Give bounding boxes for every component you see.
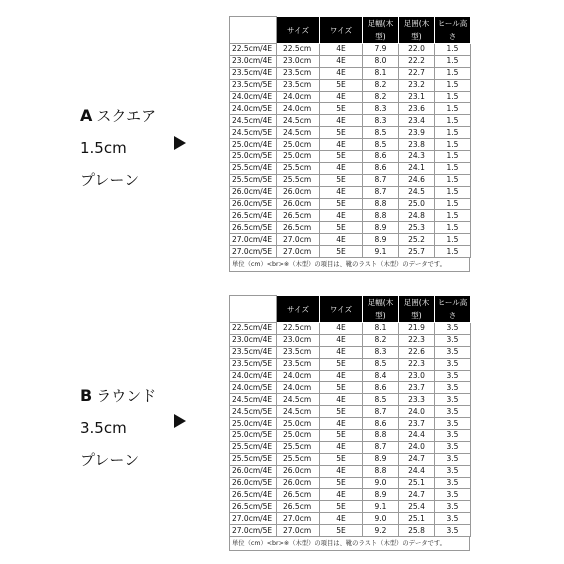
table-row xyxy=(230,441,471,453)
table-row xyxy=(230,139,471,151)
table-cell: 25.5cm xyxy=(277,162,320,174)
table-cell: 8.8 xyxy=(363,198,399,210)
table-cell: 3.5 xyxy=(435,477,471,489)
table-cell: 3.5 xyxy=(435,489,471,501)
model-letter: A xyxy=(80,106,93,125)
table-cell: 4E xyxy=(320,370,363,382)
table-cell: 24.5cm xyxy=(277,406,320,418)
table-cell: 22.3 xyxy=(399,358,435,370)
row-label-cell: 27.0cm/4E xyxy=(230,234,277,246)
table-cell: 26.0cm xyxy=(277,186,320,198)
row-label-cell: 26.5cm/4E xyxy=(230,489,277,501)
row-label-cell: 24.5cm/5E xyxy=(230,127,277,139)
table-row xyxy=(230,489,471,501)
table-cell: 3.5 xyxy=(435,501,471,513)
table-cell: 8.7 xyxy=(363,406,399,418)
row-label-cell: 23.0cm/4E xyxy=(230,334,277,346)
table-cell: 27.0cm xyxy=(277,234,320,246)
table-cell: 26.5cm xyxy=(277,501,320,513)
table-cell: 25.8 xyxy=(399,525,435,537)
table-cell: 26.0cm xyxy=(277,465,320,477)
table-row xyxy=(230,174,471,186)
table-cell: 25.7 xyxy=(399,246,435,258)
table-cell: 3.5 xyxy=(435,513,471,525)
table-cell: 9.1 xyxy=(363,246,399,258)
table-cell: 23.7 xyxy=(399,418,435,430)
row-label-cell: 26.5cm/5E xyxy=(230,222,277,234)
label-block-b xyxy=(80,380,156,476)
table-cell: 22.7 xyxy=(399,67,435,79)
table-row xyxy=(230,115,471,127)
table-cell: 3.5 xyxy=(435,346,471,358)
table-row xyxy=(230,358,471,370)
table-cell: 5E xyxy=(320,453,363,465)
table-cell: 9.1 xyxy=(363,501,399,513)
table-cell: 1.5 xyxy=(435,67,471,79)
table-cell: 1.5 xyxy=(435,246,471,258)
table-cell: 5E xyxy=(320,430,363,442)
table-cell: 1.5 xyxy=(435,162,471,174)
table-cell: 1.5 xyxy=(435,127,471,139)
row-label-cell: 24.5cm/4E xyxy=(230,115,277,127)
table-row xyxy=(230,501,471,513)
row-label-cell: 24.5cm/4E xyxy=(230,394,277,406)
row-label-cell: 25.5cm/5E xyxy=(230,453,277,465)
table-cell: 3.5 xyxy=(435,430,471,442)
table-row xyxy=(230,127,471,139)
row-label-cell: 24.5cm/5E xyxy=(230,406,277,418)
row-label-cell: 26.0cm/4E xyxy=(230,465,277,477)
table-cell: 1.5 xyxy=(435,79,471,91)
table-cell: 8.3 xyxy=(363,115,399,127)
table-cell: 25.0 xyxy=(399,198,435,210)
table-cell: 24.7 xyxy=(399,453,435,465)
row-label-cell: 25.5cm/5E xyxy=(230,174,277,186)
table-cell: 1.5 xyxy=(435,174,471,186)
row-label-cell: 23.5cm/5E xyxy=(230,358,277,370)
table-cell: 1.5 xyxy=(435,91,471,103)
row-label-cell: 25.0cm/5E xyxy=(230,430,277,442)
table-cell: 8.8 xyxy=(363,465,399,477)
table-cell: 8.9 xyxy=(363,234,399,246)
table-cell: 1.5 xyxy=(435,151,471,163)
table-cell: 5E xyxy=(320,406,363,418)
table-cell: 23.1 xyxy=(399,91,435,103)
table-cell: 23.0 xyxy=(399,370,435,382)
table-cell: 24.0 xyxy=(399,406,435,418)
table-cell: 4E xyxy=(320,44,363,56)
table-cell: 22.5cm xyxy=(277,44,320,56)
table-cell: 4E xyxy=(320,67,363,79)
table-row xyxy=(230,513,471,525)
table-cell: 4E xyxy=(320,186,363,198)
table-cell: 21.9 xyxy=(399,323,435,335)
label-block-a xyxy=(80,100,156,196)
table-cell: 5E xyxy=(320,198,363,210)
table-cell: 27.0cm xyxy=(277,525,320,537)
shape-line xyxy=(80,100,156,132)
style-name: プレーン xyxy=(80,451,140,469)
row-label-cell: 25.0cm/5E xyxy=(230,151,277,163)
table-row xyxy=(230,477,471,489)
table-cell: 23.3 xyxy=(399,394,435,406)
table-cell: 24.6 xyxy=(399,174,435,186)
table-cell: 23.5cm xyxy=(277,358,320,370)
table-cell: 4E xyxy=(320,489,363,501)
row-label-cell: 22.5cm/4E xyxy=(230,44,277,56)
table-cell: 25.1 xyxy=(399,513,435,525)
table-cell: 8.6 xyxy=(363,382,399,394)
table-cell: 8.3 xyxy=(363,346,399,358)
table-cell: 7.9 xyxy=(363,44,399,56)
table-cell: 23.8 xyxy=(399,139,435,151)
row-label-cell: 24.0cm/5E xyxy=(230,382,277,394)
table-cell: 22.6 xyxy=(399,346,435,358)
table-cell: 23.5cm xyxy=(277,346,320,358)
table-cell: 8.9 xyxy=(363,453,399,465)
row-label-cell: 27.0cm/5E xyxy=(230,246,277,258)
table-row xyxy=(230,334,471,346)
table-cell: 8.6 xyxy=(363,162,399,174)
table-cell: 24.5cm xyxy=(277,127,320,139)
table-cell: 24.3 xyxy=(399,151,435,163)
table-cell: 1.5 xyxy=(435,103,471,115)
table-cell: 8.9 xyxy=(363,489,399,501)
table-cell: 25.5cm xyxy=(277,441,320,453)
row-label-cell: 23.5cm/4E xyxy=(230,67,277,79)
row-label-cell: 25.5cm/4E xyxy=(230,162,277,174)
table-cell: 3.5 xyxy=(435,453,471,465)
header-corner xyxy=(230,17,277,44)
table-cell: 26.5cm xyxy=(277,210,320,222)
table-cell: 8.6 xyxy=(363,151,399,163)
table-cell: 8.7 xyxy=(363,186,399,198)
column-header: ワイズ xyxy=(320,296,363,323)
table-row xyxy=(230,79,471,91)
table-cell: 8.0 xyxy=(363,55,399,67)
row-label-cell: 26.0cm/4E xyxy=(230,186,277,198)
table-cell: 1.5 xyxy=(435,198,471,210)
table-cell: 5E xyxy=(320,358,363,370)
table-cell: 23.4 xyxy=(399,115,435,127)
table-cell: 9.0 xyxy=(363,477,399,489)
table-cell: 3.5 xyxy=(435,418,471,430)
row-label-cell: 23.0cm/4E xyxy=(230,55,277,67)
row-label-cell: 24.0cm/4E xyxy=(230,370,277,382)
column-header: ヒール高さ xyxy=(435,296,471,323)
table-row xyxy=(230,44,471,56)
table-cell: 8.2 xyxy=(363,91,399,103)
table-cell: 8.8 xyxy=(363,210,399,222)
table-cell: 25.5cm xyxy=(277,453,320,465)
table-cell: 4E xyxy=(320,334,363,346)
table-cell: 5E xyxy=(320,501,363,513)
column-header: ワイズ xyxy=(320,17,363,44)
table-cell: 24.7 xyxy=(399,489,435,501)
table-cell: 4E xyxy=(320,418,363,430)
table-cell: 4E xyxy=(320,162,363,174)
table-cell: 23.0cm xyxy=(277,334,320,346)
table-cell: 24.4 xyxy=(399,430,435,442)
table-cell: 5E xyxy=(320,79,363,91)
table-cell: 1.5 xyxy=(435,55,471,67)
table-cell: 1.5 xyxy=(435,210,471,222)
table-cell: 24.1 xyxy=(399,162,435,174)
table-cell: 24.0cm xyxy=(277,103,320,115)
table-row xyxy=(230,198,471,210)
row-label-cell: 26.0cm/5E xyxy=(230,477,277,489)
table-note: 単位（cm）<br>※（木型）の項目は、靴のラスト（木型）のデータです。 xyxy=(229,258,470,272)
row-label-cell: 26.0cm/5E xyxy=(230,198,277,210)
table-row xyxy=(230,151,471,163)
table-cell: 25.4 xyxy=(399,501,435,513)
table-cell: 24.0cm xyxy=(277,91,320,103)
table-cell: 3.5 xyxy=(435,382,471,394)
table-cell: 5E xyxy=(320,525,363,537)
table-cell: 8.5 xyxy=(363,394,399,406)
table-cell: 23.2 xyxy=(399,79,435,91)
table-cell: 22.3 xyxy=(399,334,435,346)
table-row xyxy=(230,346,471,358)
table-cell: 5E xyxy=(320,127,363,139)
shape-line xyxy=(80,380,156,412)
table-cell: 26.0cm xyxy=(277,477,320,489)
table-cell: 3.5 xyxy=(435,465,471,477)
table-cell: 8.1 xyxy=(363,323,399,335)
table-cell: 4E xyxy=(320,394,363,406)
column-header: 足幅(木型) xyxy=(363,296,399,323)
table-row xyxy=(230,418,471,430)
table-cell: 5E xyxy=(320,477,363,489)
table-cell: 26.0cm xyxy=(277,198,320,210)
table-cell: 25.0cm xyxy=(277,139,320,151)
header-row xyxy=(230,296,471,323)
table-cell: 24.0cm xyxy=(277,382,320,394)
table-cell: 24.8 xyxy=(399,210,435,222)
table-cell: 4E xyxy=(320,139,363,151)
row-label-cell: 26.5cm/5E xyxy=(230,501,277,513)
row-label-cell: 24.0cm/5E xyxy=(230,103,277,115)
table-cell: 8.6 xyxy=(363,418,399,430)
table-cell: 22.0 xyxy=(399,44,435,56)
table-cell: 24.5 xyxy=(399,186,435,198)
row-label-cell: 25.5cm/4E xyxy=(230,441,277,453)
table-row xyxy=(230,234,471,246)
table-cell: 23.7 xyxy=(399,382,435,394)
table-cell: 3.5 xyxy=(435,334,471,346)
style-name: プレーン xyxy=(80,171,140,189)
table-cell: 4E xyxy=(320,115,363,127)
table-cell: 5E xyxy=(320,246,363,258)
table-row xyxy=(230,406,471,418)
table-cell: 23.0cm xyxy=(277,55,320,67)
table-cell: 5E xyxy=(320,222,363,234)
table-row xyxy=(230,162,471,174)
table-cell: 8.5 xyxy=(363,127,399,139)
table-cell: 3.5 xyxy=(435,370,471,382)
table-cell: 25.0cm xyxy=(277,430,320,442)
table-cell: 25.1 xyxy=(399,477,435,489)
table-row xyxy=(230,525,471,537)
table-cell: 23.5cm xyxy=(277,67,320,79)
row-label-cell: 26.5cm/4E xyxy=(230,210,277,222)
table-cell: 4E xyxy=(320,513,363,525)
header-row xyxy=(230,17,471,44)
table-cell: 8.2 xyxy=(363,79,399,91)
table-cell: 27.0cm xyxy=(277,246,320,258)
table-cell: 1.5 xyxy=(435,234,471,246)
table-cell: 8.7 xyxy=(363,441,399,453)
table-cell: 4E xyxy=(320,234,363,246)
table-cell: 22.5cm xyxy=(277,323,320,335)
column-header: サイズ xyxy=(277,17,320,44)
table-cell: 8.9 xyxy=(363,222,399,234)
row-label-cell: 23.5cm/4E xyxy=(230,346,277,358)
table-cell: 3.5 xyxy=(435,525,471,537)
table-cell: 3.5 xyxy=(435,394,471,406)
table-cell: 9.0 xyxy=(363,513,399,525)
table-row xyxy=(230,210,471,222)
table-cell: 8.5 xyxy=(363,358,399,370)
table-cell: 24.4 xyxy=(399,465,435,477)
table-cell: 5E xyxy=(320,382,363,394)
table-cell: 4E xyxy=(320,55,363,67)
table-cell: 27.0cm xyxy=(277,513,320,525)
table-cell: 4E xyxy=(320,210,363,222)
table-row xyxy=(230,186,471,198)
column-header: 足幅(木型) xyxy=(363,17,399,44)
table-row xyxy=(230,103,471,115)
table-row xyxy=(230,382,471,394)
table-cell: 5E xyxy=(320,151,363,163)
row-label-cell: 25.0cm/4E xyxy=(230,418,277,430)
table-cell: 8.7 xyxy=(363,174,399,186)
table-cell: 1.5 xyxy=(435,222,471,234)
size-table-a-wrap xyxy=(229,16,470,272)
table-row xyxy=(230,246,471,258)
size-table-a xyxy=(229,16,471,258)
table-cell: 8.1 xyxy=(363,67,399,79)
table-row xyxy=(230,453,471,465)
table-cell: 8.3 xyxy=(363,103,399,115)
size-table-b-wrap xyxy=(229,295,470,551)
row-label-cell: 24.0cm/4E xyxy=(230,91,277,103)
row-label-cell: 25.0cm/4E xyxy=(230,139,277,151)
table-cell: 3.5 xyxy=(435,406,471,418)
toe-shape: ラウンド xyxy=(96,387,157,405)
table-row xyxy=(230,91,471,103)
table-cell: 8.5 xyxy=(363,139,399,151)
table-cell: 5E xyxy=(320,103,363,115)
heel-height: 1.5cm xyxy=(80,139,127,157)
table-cell: 24.5cm xyxy=(277,115,320,127)
table-cell: 24.0cm xyxy=(277,370,320,382)
table-cell: 25.3 xyxy=(399,222,435,234)
table-cell: 26.5cm xyxy=(277,489,320,501)
row-label-cell: 27.0cm/5E xyxy=(230,525,277,537)
table-cell: 24.5cm xyxy=(277,394,320,406)
column-header: 足囲(木型) xyxy=(399,296,435,323)
table-cell: 1.5 xyxy=(435,139,471,151)
table-row xyxy=(230,430,471,442)
table-note: 単位（cm）<br>※（木型）の項目は、靴のラスト（木型）のデータです。 xyxy=(229,537,470,551)
size-table-b xyxy=(229,295,471,537)
table-cell: 26.5cm xyxy=(277,222,320,234)
table-cell: 4E xyxy=(320,465,363,477)
table-cell: 4E xyxy=(320,323,363,335)
table-cell: 8.4 xyxy=(363,370,399,382)
table-cell: 3.5 xyxy=(435,323,471,335)
heel-height: 3.5cm xyxy=(80,419,127,437)
table-cell: 1.5 xyxy=(435,186,471,198)
table-cell: 25.5cm xyxy=(277,174,320,186)
table-row xyxy=(230,323,471,335)
column-header: ヒール高さ xyxy=(435,17,471,44)
table-row xyxy=(230,222,471,234)
arrow-right-icon xyxy=(174,414,186,428)
row-label-cell: 22.5cm/4E xyxy=(230,323,277,335)
table-cell: 23.5cm xyxy=(277,79,320,91)
table-cell: 9.2 xyxy=(363,525,399,537)
table-cell: 8.2 xyxy=(363,334,399,346)
table-row xyxy=(230,67,471,79)
table-cell: 8.8 xyxy=(363,430,399,442)
arrow-right-icon xyxy=(174,136,186,150)
table-row xyxy=(230,465,471,477)
toe-shape: スクエア xyxy=(96,107,157,125)
table-cell: 4E xyxy=(320,346,363,358)
table-cell: 1.5 xyxy=(435,44,471,56)
table-row xyxy=(230,394,471,406)
table-cell: 23.6 xyxy=(399,103,435,115)
column-header: サイズ xyxy=(277,296,320,323)
table-cell: 1.5 xyxy=(435,115,471,127)
table-row xyxy=(230,370,471,382)
table-cell: 25.2 xyxy=(399,234,435,246)
table-cell: 25.0cm xyxy=(277,418,320,430)
table-cell: 3.5 xyxy=(435,441,471,453)
table-cell: 5E xyxy=(320,174,363,186)
table-row xyxy=(230,55,471,67)
table-cell: 22.2 xyxy=(399,55,435,67)
row-label-cell: 27.0cm/4E xyxy=(230,513,277,525)
table-cell: 4E xyxy=(320,91,363,103)
table-cell: 4E xyxy=(320,441,363,453)
row-label-cell: 23.5cm/5E xyxy=(230,79,277,91)
table-cell: 24.0 xyxy=(399,441,435,453)
table-cell: 3.5 xyxy=(435,358,471,370)
column-header: 足囲(木型) xyxy=(399,17,435,44)
table-cell: 23.9 xyxy=(399,127,435,139)
header-corner xyxy=(230,296,277,323)
table-cell: 25.0cm xyxy=(277,151,320,163)
model-letter: B xyxy=(80,386,93,405)
